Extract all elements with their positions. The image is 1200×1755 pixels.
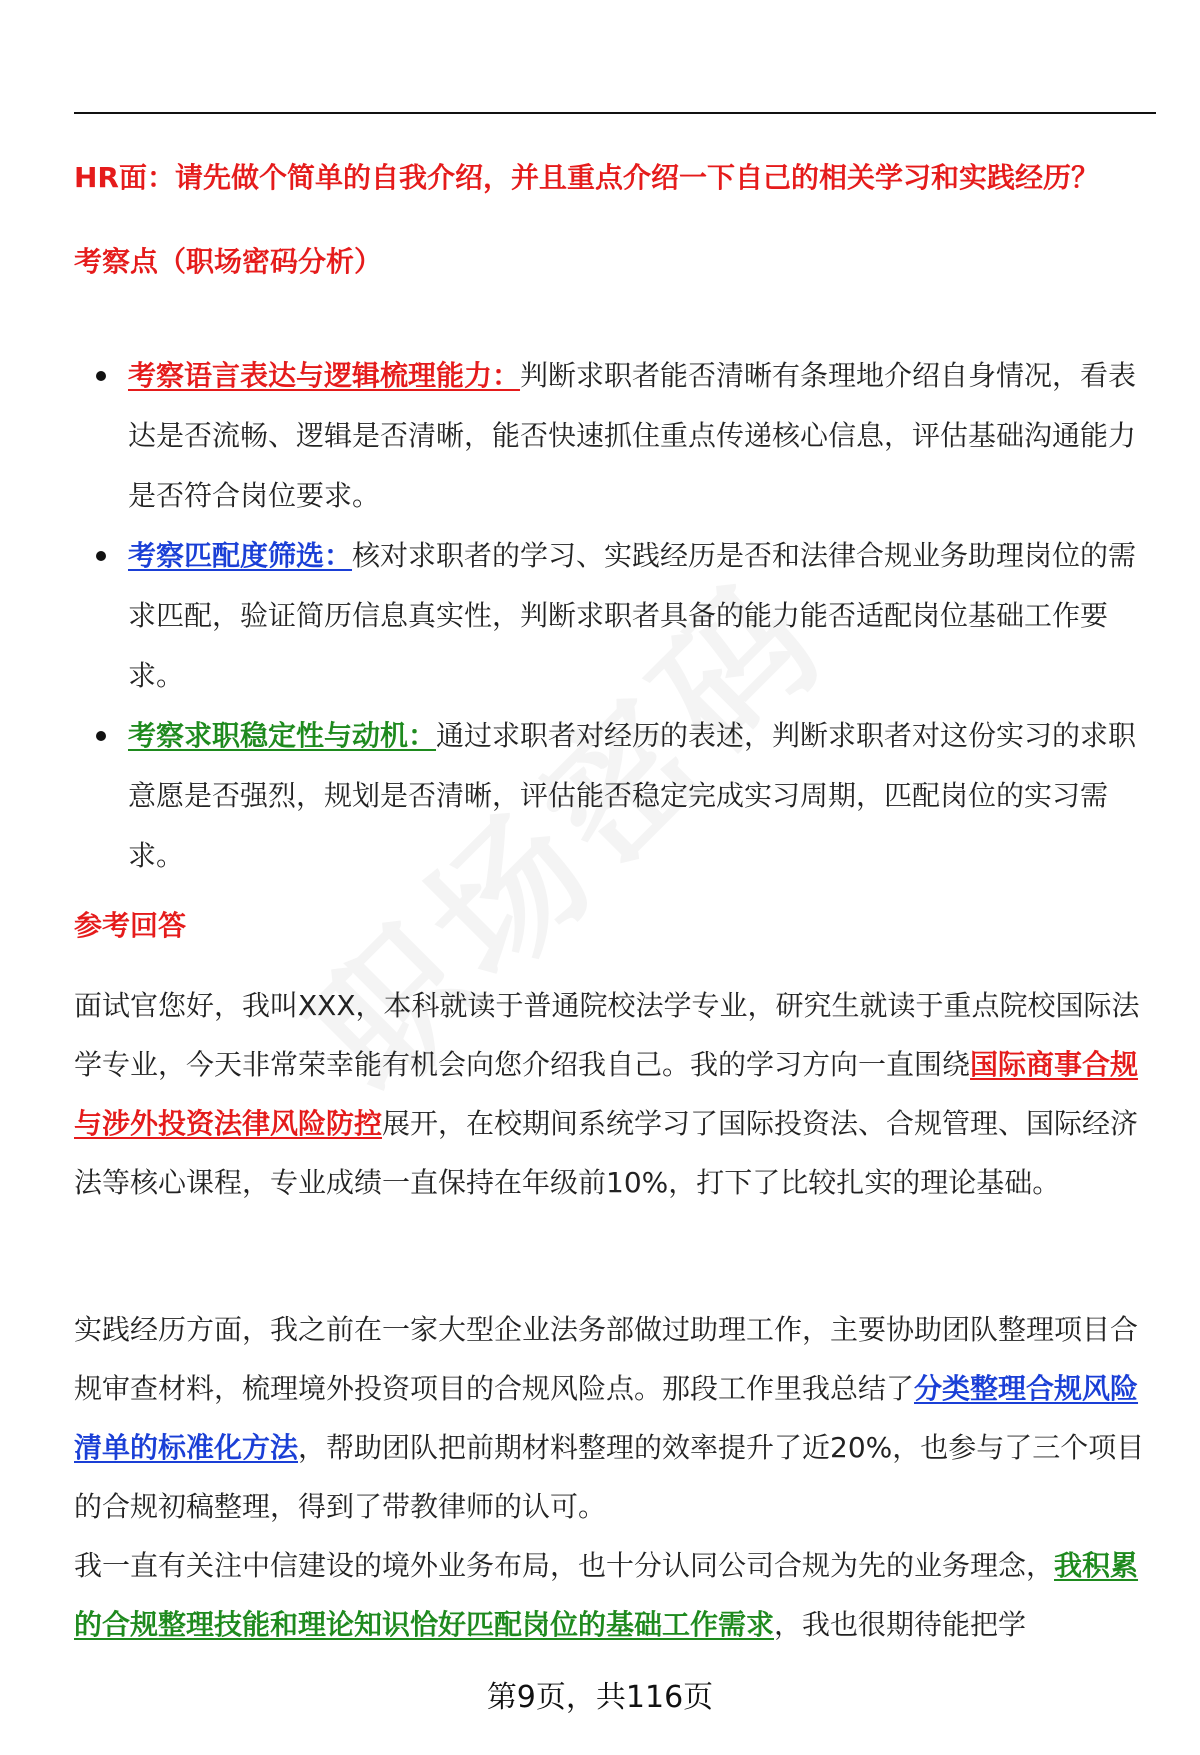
points-title: 考察点（职场密码分析）: [74, 245, 383, 278]
point-tag: 考察匹配度筛选：: [128, 539, 353, 572]
header-rule: [74, 112, 1156, 114]
answer-text: 展开，在校期间系统学习了国际投资法、合规管理、国际经济法等核心课程，专业成绩一直保持在年级前10%，打下了比较扎实的理论基础。: [74, 1107, 1139, 1199]
list-item: [74, 526, 1156, 706]
answer-highlight: 我积累的合规整理技能和理论知识恰好匹配岗位的基础工作需求: [74, 1549, 1139, 1641]
point-tag: 考察求职稳定性与动机：: [128, 719, 437, 752]
answer-text: ，帮助团队把前期材料整理的效率提升了近20%，也参与了三个项目的合规初稿整理，得到了带教律师的认可。: [74, 1431, 1145, 1523]
answer-highlight: 国际商事合规与涉外投资法律风险防控: [74, 1048, 1139, 1140]
answer-text: 我一直有关注中信建设的境外业务布局，也十分认同公司合规为先的业务理念，: [74, 1549, 1055, 1582]
list-item: [74, 346, 1156, 526]
answer-highlight: 分类整理合规风险清单的标准化方法: [74, 1372, 1139, 1464]
list-item: [74, 706, 1156, 886]
question-heading: HR面：请先做个简单的自我介绍，并且重点介绍一下自己的相关学习和实践经历？: [74, 161, 1099, 194]
page-number: 第9页，共116页: [486, 1680, 714, 1715]
answer-text: 实践经历方面，我之前在一家大型企业法务部做过助理工作，主要协助团队整理项目合规审查材料，梳理境外投资项目的合规风险点。那段工作里我总结了: [74, 1313, 1139, 1405]
point-text: 核对求职者的学习、实践经历是否和法律合规业务助理岗位的需求匹配，验证简历信息真实性，判断求职者具备的能力能否适配岗位基础工作要求。: [128, 539, 1137, 692]
answer-title: 参考回答: [74, 909, 187, 942]
points-list: [74, 346, 1156, 886]
answer-text: 面试官您好，我叫XXX，本科就读于普通院校法学专业，研究生就读于重点院校国际法学专业，今天非常荣幸能有机会向您介绍我自己。我的学习方向一直围绕: [74, 989, 1140, 1081]
point-text: 通过求职者对经历的表述，判断求职者对这份实习的求职意愿是否强烈，规划是否清晰，评估能否稳定完成实习周期，匹配岗位的实习需求。: [128, 719, 1137, 872]
answer-paragraph-3: [74, 1536, 1154, 1654]
point-tag: 考察语言表达与逻辑梳理能力：: [128, 359, 521, 392]
point-text: 判断求职者能否清晰有条理地介绍自身情况，看表达是否流畅、逻辑是否清晰，能否快速抓住重点传递核心信息，评估基础沟通能力是否符合岗位要求。: [128, 359, 1137, 512]
bullet-icon: [96, 551, 106, 561]
answer-text: ，我也很期待能把学: [774, 1608, 1027, 1641]
answer-paragraph-1: [74, 976, 1154, 1212]
bullet-icon: [96, 371, 106, 381]
answer-paragraph-2: [74, 1300, 1154, 1536]
bullet-icon: [96, 731, 106, 741]
